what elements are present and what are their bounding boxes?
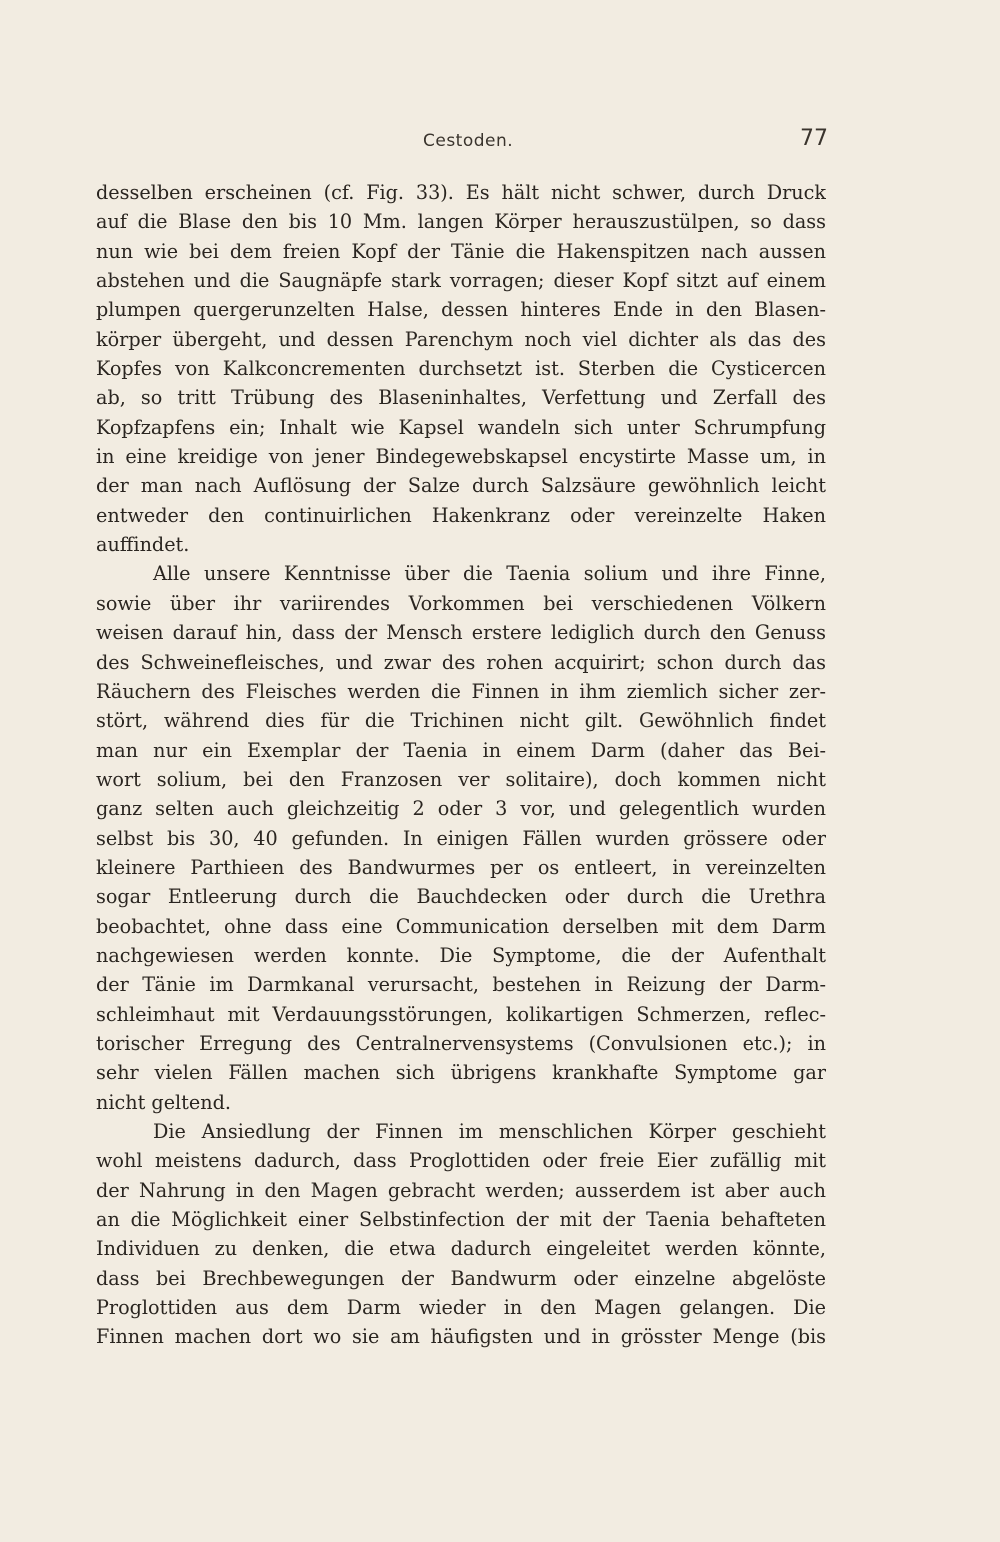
- text-line: kleinere Parthieen des Bandwurmes per os entleert, in vereinzelten: [96, 855, 826, 879]
- text-line: nun wie bei dem freien Kopf der Tänie die Hakenspitzen nach aussen: [96, 239, 826, 263]
- paragraph-start-line: Die Ansiedlung der Finnen im menschlichen Körper geschieht: [153, 1120, 826, 1143]
- text-line: sehr vielen Fällen machen sich übrigens krankhafte Symptome gar: [96, 1061, 826, 1085]
- text-line: wohl meistens dadurch, dass Proglottiden oder freie Eier zufällig mit: [96, 1149, 826, 1173]
- text-line: körper übergeht, und dessen Parenchym noch viel dichter als das des: [96, 327, 826, 351]
- text-line: Proglottiden aus dem Darm wieder in den Magen gelangen. Die: [96, 1296, 826, 1320]
- text-line: nachgewiesen werden konnte. Die Symptome, die der Aufenthalt: [96, 943, 826, 967]
- paragraph-end-line: auffindet.: [96, 533, 190, 557]
- text-line: des Schweinefleisches, und zwar des rohen acquirirt; schon durch das: [96, 650, 826, 674]
- text-line: entweder den continuirlichen Hakenkranz oder vereinzelte Haken: [96, 503, 826, 527]
- text-line: selbst bis 30, 40 gefunden. In einigen Fällen wurden grössere oder: [96, 826, 826, 850]
- text-line: beobachtet, ohne dass eine Communication derselben mit dem Darm: [96, 914, 826, 938]
- text-line: desselben erscheinen (cf. Fig. 33). Es hält nicht schwer, durch Druck: [96, 181, 826, 204]
- text-line: der Tänie im Darmkanal verursacht, bestehen in Reizung der Darm-: [96, 973, 826, 997]
- text-line: der man nach Auflösung der Salze durch Salzsäure gewöhnlich leicht: [96, 474, 826, 498]
- page-number: 77: [800, 126, 828, 151]
- text-line: schleimhaut mit Verdauungsstörungen, kolikartigen Schmerzen, reflec-: [96, 1002, 826, 1026]
- running-head: Cestoden.: [423, 131, 514, 151]
- text-line: plumpen quergerunzelten Halse, dessen hinteres Ende in den Blasen-: [96, 298, 826, 322]
- text-line: in eine kreidige von jener Bindegewebskapsel encystirte Masse um, in: [96, 445, 826, 469]
- text-line: ganz selten auch gleichzeitig 2 oder 3 vor, und gelegentlich wurden: [96, 797, 826, 821]
- paragraph-end-line: nicht geltend.: [96, 1090, 231, 1114]
- text-line: auf die Blase den bis 10 Mm. langen Körper herauszustülpen, so dass: [96, 210, 826, 234]
- body-text: [96, 178, 826, 1352]
- text-line: Finnen machen dort wo sie am häufigsten und in grösster Menge (bis: [96, 1325, 826, 1349]
- text-line: man nur ein Exemplar der Taenia in einem Darm (daher das Bei-: [96, 738, 826, 762]
- text-line: an die Möglichkeit einer Selbstinfection der mit der Taenia behafteten: [96, 1208, 826, 1232]
- text-line: wort solium, bei den Franzosen ver solitaire), doch kommen nicht: [96, 767, 826, 791]
- text-line: sowie über ihr variirendes Vorkommen bei verschiedenen Völkern: [96, 591, 826, 615]
- paragraph-start-line: Alle unsere Kenntnisse über die Taenia solium und ihre Finne,: [153, 562, 826, 586]
- text-line: Räuchern des Fleisches werden die Finnen in ihm ziemlich sicher zer-: [96, 679, 826, 703]
- text-line: stört, während dies für die Trichinen nicht gilt. Gewöhnlich findet: [96, 709, 826, 733]
- text-line: dass bei Brechbewegungen der Bandwurm oder einzelne abgelöste: [96, 1266, 826, 1290]
- text-line: sogar Entleerung durch die Bauchdecken oder durch die Urethra: [96, 885, 826, 909]
- text-line: torischer Erregung des Centralnervensystems (Convulsionen etc.); in: [96, 1031, 826, 1055]
- text-line: Individuen zu denken, die etwa dadurch eingeleitet werden könnte,: [96, 1237, 826, 1261]
- text-line: Kopfes von Kalkconcrementen durchsetzt ist. Sterben die Cysticercen: [96, 357, 826, 381]
- text-line: abstehen und die Saugnäpfe stark vorragen; dieser Kopf sitzt auf einem: [96, 269, 826, 293]
- text-line: weisen darauf hin, dass der Mensch erstere lediglich durch den Genuss: [96, 621, 826, 645]
- text-line: Kopfzapfens ein; Inhalt wie Kapsel wandeln sich unter Schrumpfung: [96, 415, 826, 439]
- text-line: ab, so tritt Trübung des Blaseninhaltes, Verfettung und Zerfall des: [96, 386, 826, 410]
- text-line: der Nahrung in den Magen gebracht werden; ausserdem ist aber auch: [96, 1178, 826, 1202]
